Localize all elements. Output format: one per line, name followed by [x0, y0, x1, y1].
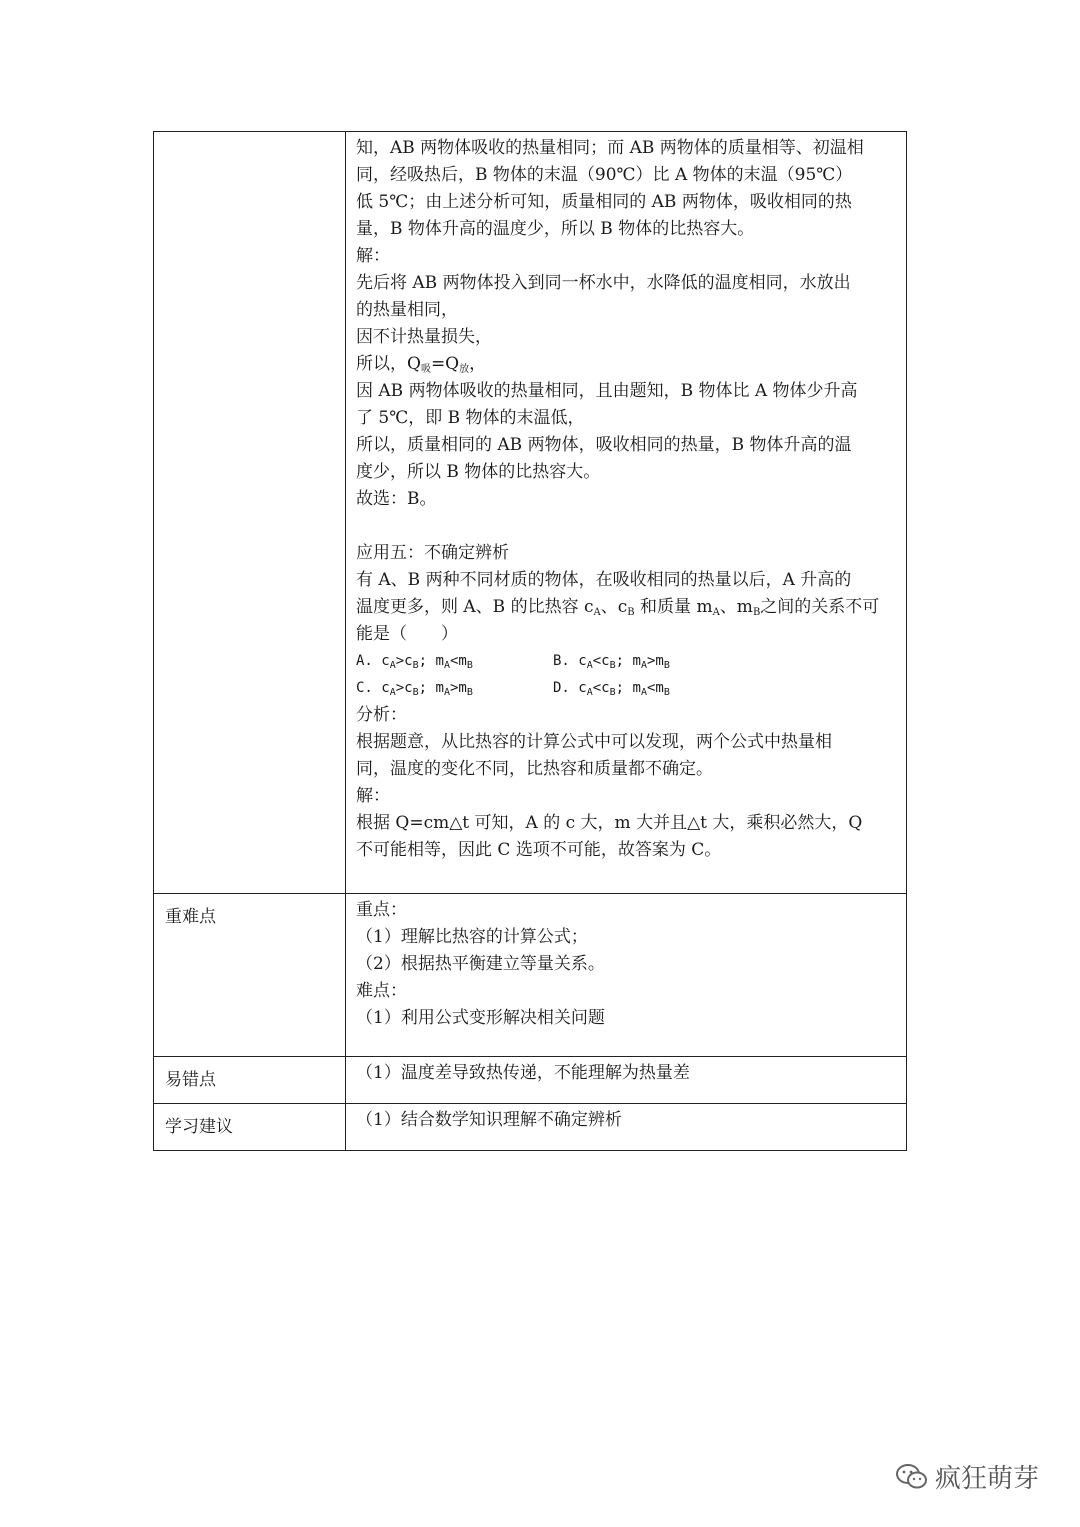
table-row — [154, 1104, 907, 1151]
text-line: 先后将 AB 两物体投入到同一杯水中，水降低的温度相同，水放出 — [356, 273, 851, 293]
blank-line — [356, 513, 898, 540]
content-table — [153, 131, 907, 1151]
text-line: 重点： — [356, 900, 407, 920]
text-line: （1）利用公式变形解决相关问题 — [356, 1008, 605, 1028]
row-content — [346, 894, 907, 1057]
row-label: 学习建议 — [154, 1104, 346, 1151]
text-line: 分析： — [356, 705, 407, 725]
row-label: 易错点 — [154, 1057, 346, 1104]
text-line: 量，B 物体升高的温度少，所以 B 物体的比热容大。 — [356, 219, 755, 239]
text-line: （2）根据热平衡建立等量关系。 — [356, 954, 605, 974]
text-line: （1）理解比热容的计算公式； — [356, 927, 588, 947]
text-line: 知，AB 两物体吸收的热量相同；而 AB 两物体的质量相等、初温相 — [356, 138, 864, 158]
table-row — [154, 132, 907, 894]
text-line: 的热量相同， — [356, 300, 458, 320]
options-row — [356, 675, 898, 702]
text-line: 不可能相等，因此 C 选项不可能，故答案为 C。 — [356, 840, 722, 860]
text-line: 解： — [356, 786, 390, 806]
text-line: 同，温度的变化不同，比热容和质量都不确定。 — [356, 759, 713, 779]
question-line: 有 A、B 两种不同材质的物体，在吸收相同的热量以后，A 升高的 — [356, 570, 852, 590]
question-line: 能是（ ） — [356, 624, 458, 644]
text-line: 根据题意，从比热容的计算公式中可以发现，两个公式中热量相 — [356, 732, 832, 752]
text-line: 低 5℃；由上述分析可知，质量相同的 AB 两物体，吸收相同的热 — [356, 192, 852, 212]
text-line: 因 AB 两物体吸收的热量相同，且由题知，B 物体比 A 物体少升高 — [356, 381, 858, 401]
question-line: 温度更多，则 A、B 的比热容 $c_A$、$c_B$ 和质量 $m_A$、$m_B$之间的关系不可 — [356, 597, 880, 618]
watermark-text: 疯狂萌芽 — [935, 1464, 1040, 1494]
row-content — [346, 1057, 907, 1104]
text-line: 难点： — [356, 981, 407, 1001]
option-c: C. $c_A>c_B$; $m_A>m_B$ — [356, 680, 473, 698]
text-line: 因不计热量损失， — [356, 327, 492, 347]
formula-line: 所以，$Q_吸=Q_放$， — [356, 354, 487, 375]
text-line: 度少，所以 B 物体的比热容大。 — [356, 462, 601, 482]
row-content — [346, 132, 907, 894]
options-row — [356, 648, 898, 675]
section-title: 应用五：不确定辨析 — [356, 543, 509, 563]
option-a: A. $c_A>c_B$; $m_A<m_B$ — [356, 653, 473, 671]
option-b: B. $c_A<c_B$; $m_A>m_B$ — [553, 653, 670, 671]
text-line: 了 5℃，即 B 物体的末温低， — [356, 408, 585, 428]
table-row — [154, 1057, 907, 1104]
watermark — [895, 1458, 1039, 1495]
wechat-icon — [895, 1462, 929, 1492]
text-line: 同，经吸热后，B 物体的末温（90℃）比 A 物体的末温（95℃） — [356, 165, 853, 185]
row-label — [154, 132, 346, 894]
text-line: 故选：B。 — [356, 489, 437, 509]
text-line: （1）结合数学知识理解不确定辨析 — [356, 1110, 622, 1130]
text-line: （1）温度差导致热传递，不能理解为热量差 — [356, 1063, 690, 1083]
text-line: 根据 Q=cm△t 可知，A 的 c 大，m 大并且△t 大，乘积必然大，Q — [356, 813, 863, 833]
row-label: 重难点 — [154, 894, 346, 1057]
text-line: 所以，质量相同的 AB 两物体，吸收相同的热量，B 物体升高的温 — [356, 435, 852, 455]
table-row — [154, 894, 907, 1057]
row-content — [346, 1104, 907, 1151]
text-line: 解： — [356, 246, 390, 266]
option-d: D. $c_A<c_B$; $m_A<m_B$ — [553, 680, 670, 698]
